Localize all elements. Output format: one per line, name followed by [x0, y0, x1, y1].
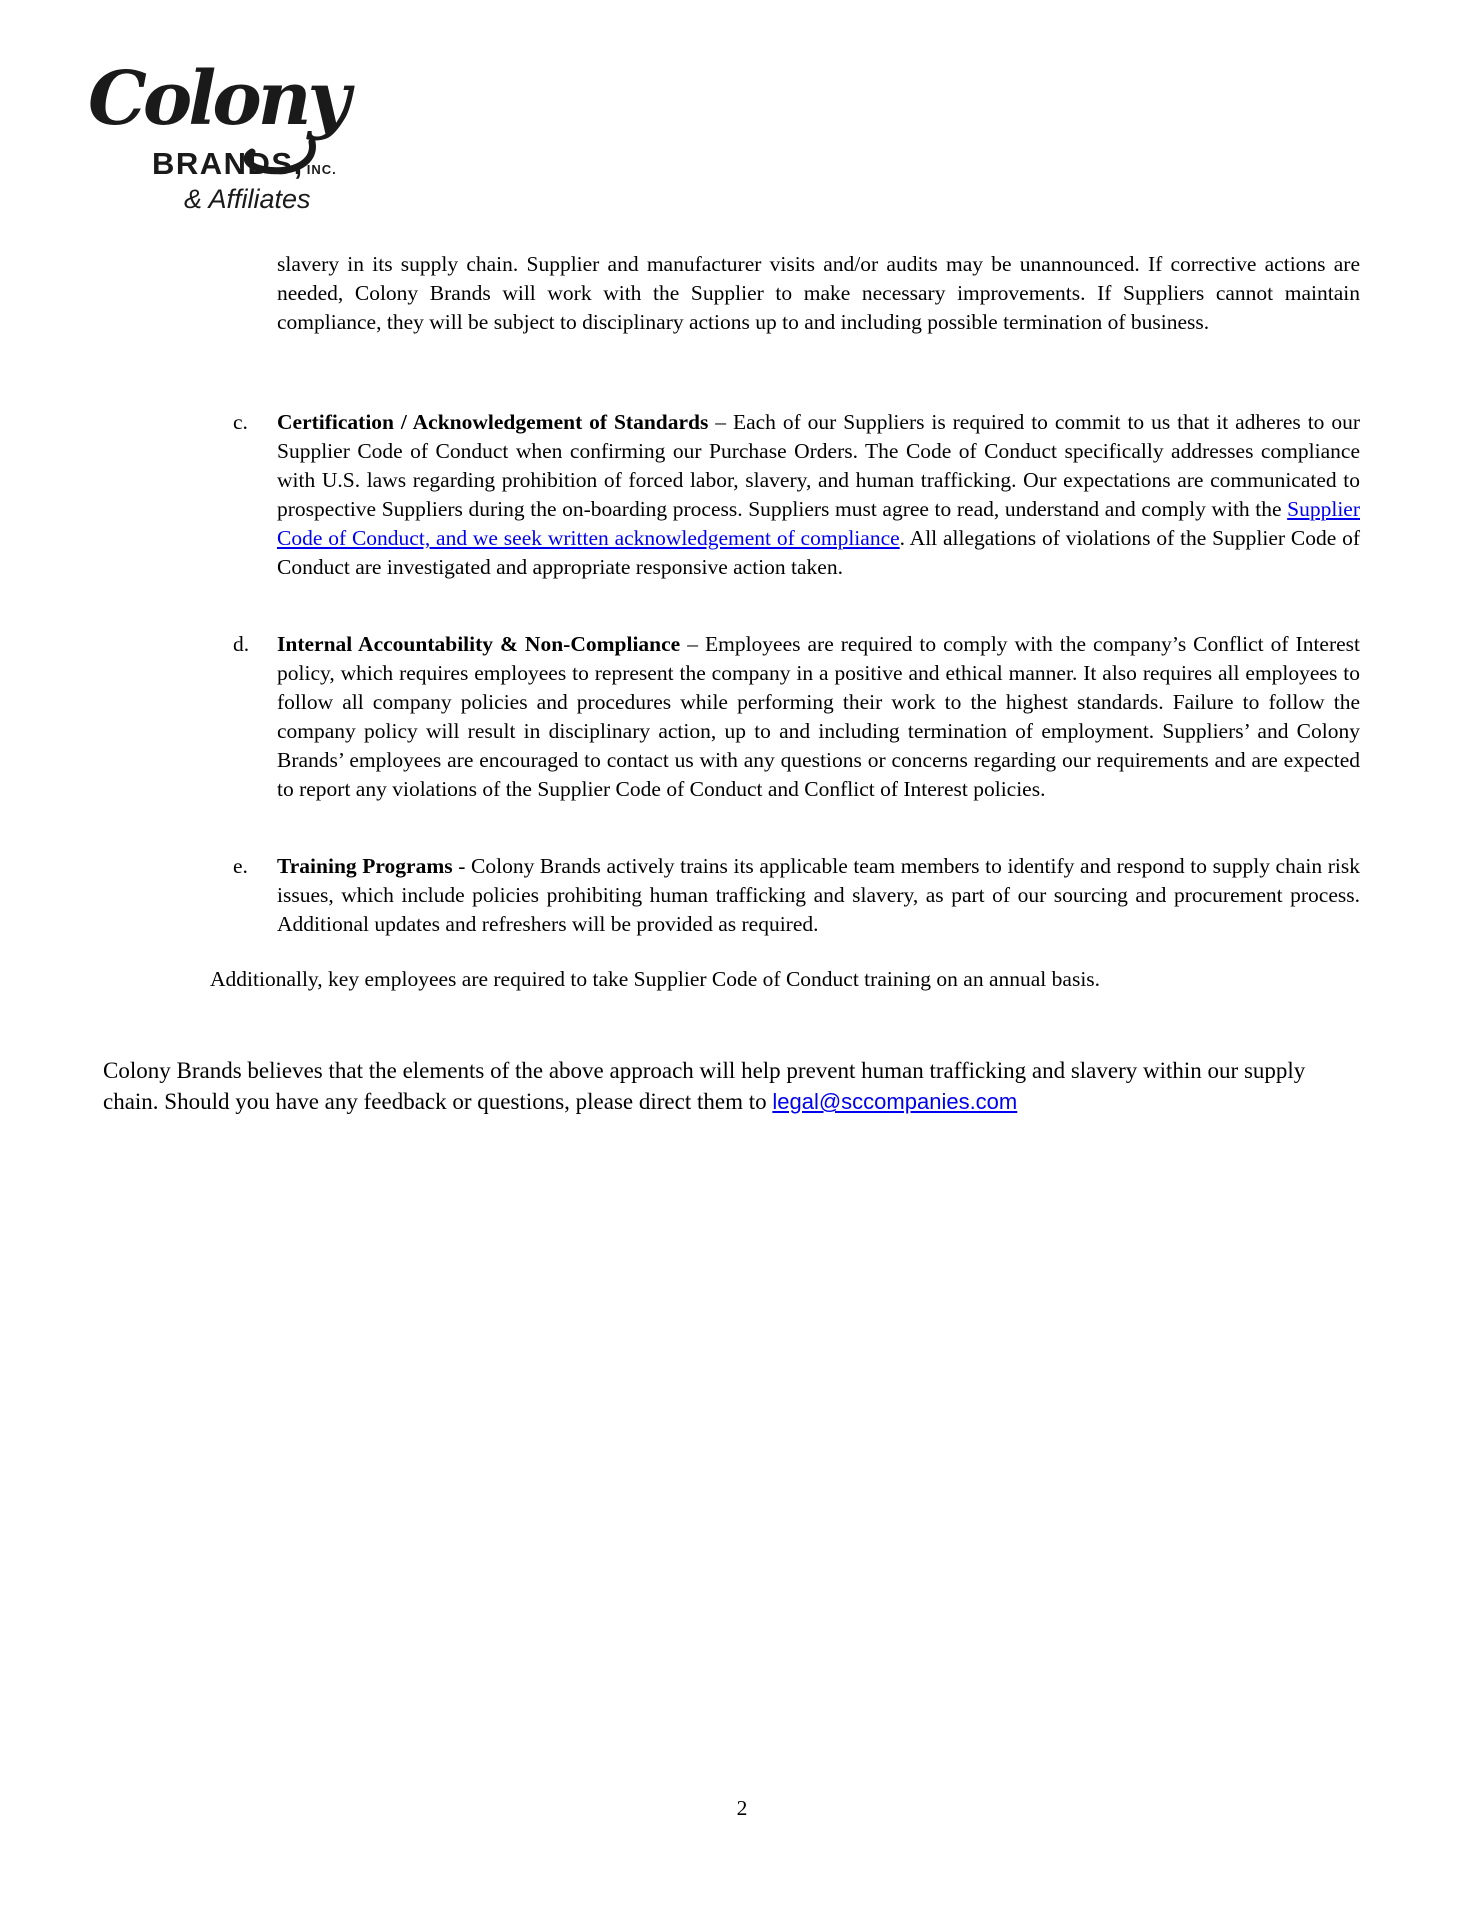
supplier-code-of-conduct-link[interactable]: Supplier Code of Conduct, and we seek written acknowledgement of compliance	[277, 497, 1360, 550]
closing-text: Colony Brands believes that the elements of the above approach will help prevent human trafficking and slavery within our supply chain. Should you have any feedback or questions, please direct them to	[103, 1058, 1306, 1114]
list-item-body	[277, 852, 1360, 939]
item-separator: -	[452, 854, 471, 878]
list-marker: c.	[233, 410, 248, 434]
list-item-e	[233, 852, 1360, 939]
logo-inc-text: INC.	[306, 162, 337, 177]
item-heading: Internal Accountability & Non-Compliance	[277, 632, 681, 656]
list-item-body	[277, 408, 1360, 582]
additional-note: Additionally, key employees are required to take Supplier Code of Conduct training on an annual basis.	[210, 967, 1101, 991]
closing-paragraph	[103, 1055, 1365, 1117]
item-text: Colony Brands actively trains its applicable team members to identify and respond to supply chain risk issues, which include policies prohibiting human trafficking and slavery, as part of our sourcing and procurement process. Additional updates and refreshers will be provided as required.	[277, 854, 1360, 936]
list-marker: d.	[233, 632, 250, 656]
item-heading: Certification / Acknowledgement of Standards	[277, 410, 709, 434]
item-separator: –	[680, 632, 705, 656]
page-number: 2	[736, 1796, 748, 1820]
list-item-c	[233, 408, 1360, 582]
item-heading: Training Programs	[277, 854, 453, 878]
logo-colony-text: Colony	[88, 56, 347, 142]
item-text: . All allegations of violations of the Supplier Code of Conduct are investigated and appropriate responsive action taken.	[277, 526, 1360, 579]
item-text: Employees are required to comply with the company’s Conflict of Interest policy, which requires employees to represent the company in a positive and ethical manner. It also requires all employees to follow all company policies and procedures while performing their work to the highest standards. Failure to follow the company policy will result in disciplinary action, up to and including termination of employment. Suppliers’ and Colony Brands’ employees are encouraged to contact us with any questions or concerns regarding our requirements and are expected to report any violations of the Supplier Code of Conduct and Conflict of Interest policies.	[277, 632, 1361, 801]
legal-email-link[interactable]: legal@sccompanies.com	[772, 1089, 1018, 1114]
logo-affiliates-text: & Affiliates	[184, 184, 311, 214]
item-text: Each of our Suppliers is required to commit to us that it adheres to our Supplier Code of Conduct when confirming our Purchase Orders. The Code of Conduct specifically addresses compliance with U.S. laws regarding prohibition of forced labor, slavery, and human trafficking. Our expectations are communicated to prospective Suppliers during the on-boarding process. Suppliers must agree to read, understand and comply with the	[277, 410, 1361, 521]
list-item-d	[233, 630, 1360, 804]
list-marker: e.	[233, 854, 248, 878]
list-item-body	[277, 630, 1360, 804]
colony-brands-logo	[88, 56, 388, 232]
item-separator: –	[708, 410, 733, 434]
logo-brands-word: BRANDS,	[152, 146, 304, 181]
intro-paragraph: slavery in its supply chain. Supplier and manufacturer visits and/or audits may be unannounced. If corrective actions are needed, Colony Brands will work with the Supplier to make necessary improvements. If Suppliers cannot maintain compliance, they will be subject to disciplinary actions up to and including possible termination of business.	[277, 252, 1360, 334]
logo-brands-text	[152, 146, 337, 182]
